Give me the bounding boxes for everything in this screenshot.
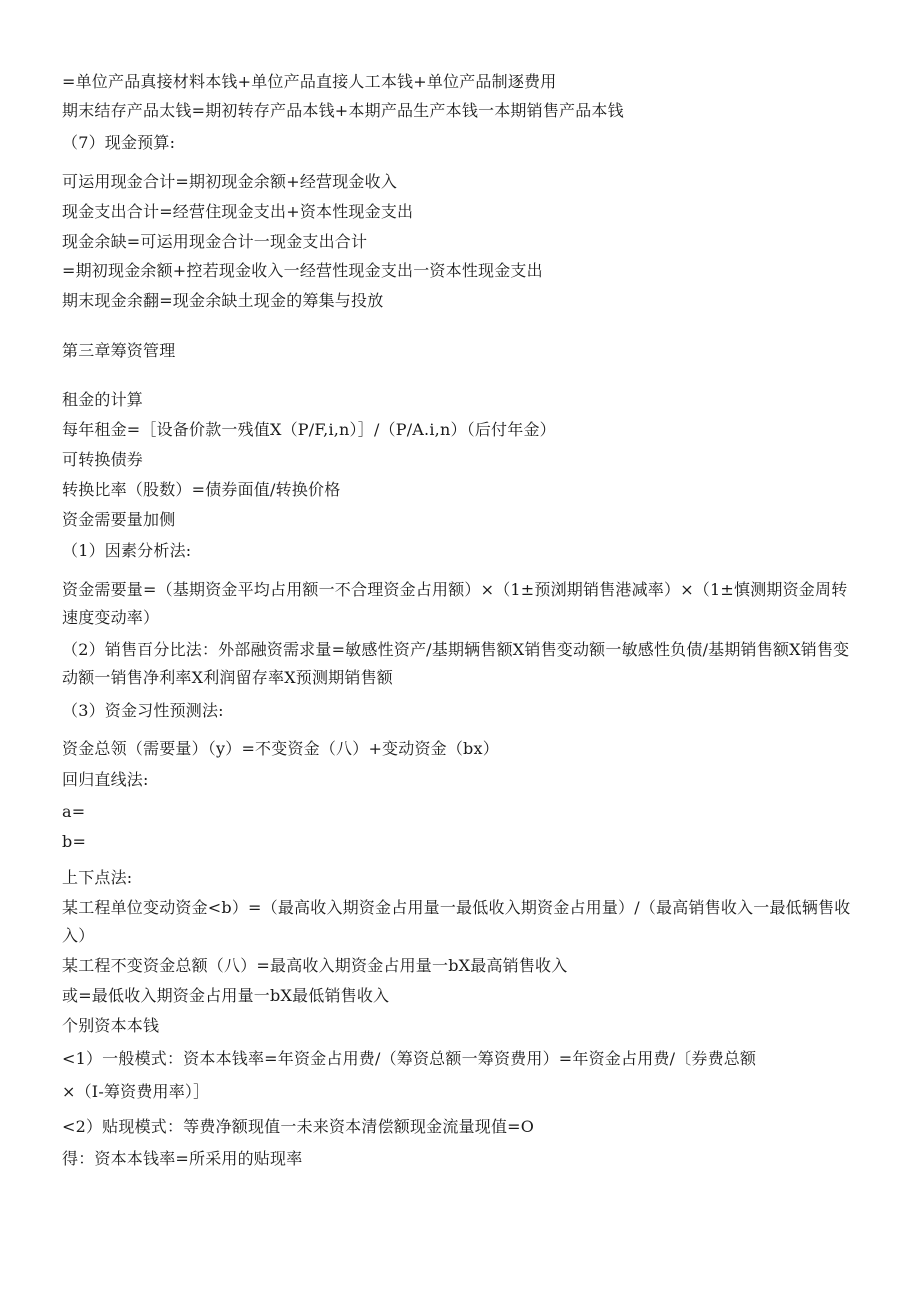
text-paragraph: 资金需要量=（基期资金平均占用额一不合理资金占用额）×（1±预浏期销售港减率）×（1±慎测期资金周转速度变动率） xyxy=(62,580,848,627)
text-line: 租金的计算 xyxy=(62,390,144,409)
text-line: 资金总领（需要量）（y）=不变资金（八）+变动资金（bx） xyxy=(62,739,499,758)
text-line: 某工程不变资金总额（八）=最高收入期资金占用量一bX最高销售收入 xyxy=(62,956,568,975)
text-line: 期末现金余翻=现金余缺土现金的筹集与投放 xyxy=(62,291,384,310)
text-line: 可运用现金合计=期初现金余额+经营现金收入 xyxy=(62,172,398,191)
text-line: 每年租金=［设备价款一残值X（P/F,i,n）］/（P/A.i,n）（后付年金） xyxy=(62,420,556,439)
text-line: ×（I-筹资费用率）］ xyxy=(62,1082,210,1101)
text-line: 现金余缺=可运用现金合计一现金支出合计 xyxy=(62,232,368,251)
text-paragraph: （2）销售百分比法：外部融资需求量=敏感性资产/基期辆售额X销售变动额一敏感性负债/基期销售额X销售变动额一销售净利率X利润留存率X预测期销售额 xyxy=(62,640,850,687)
text-line: （3）资金习性预测法: xyxy=(62,701,224,720)
text-line: 可转换债券 xyxy=(62,450,144,469)
text-line: b= xyxy=(62,832,87,851)
text-paragraph: 某工程单位变动资金<b）=（最高收入期资金占用量一最低收入期资金占用量）/（最高销售收入一最低辆售收入） xyxy=(62,898,851,945)
text-line: 或=最低收入期资金占用量一bX最低销售收入 xyxy=(62,986,390,1005)
text-line: （7）现金预算: xyxy=(62,133,176,152)
text-line: <1）一般模式：资本本钱率=年资金占用费/（筹资总额一筹资费用）=年资金占用费/〔券费总额 xyxy=(62,1049,757,1068)
text-line: 期末结存产品太钱=期初转存产品本钱+本期产品生产本钱一本期销售产品本钱 xyxy=(62,101,624,120)
text-line: =期初现金余额+控若现金收入一经营性现金支出一资本性现金支出 xyxy=(62,261,543,280)
text-line: <2）贴现模式：等费净额现值一未来资本清偿额现金流量现值=O xyxy=(62,1117,535,1136)
text-line: 回归直线法: xyxy=(62,770,149,789)
text-line: a= xyxy=(62,802,86,821)
text-line: 资金需要量加侧 xyxy=(62,510,176,529)
chapter-heading: 第三章筹资管理 xyxy=(62,341,176,360)
text-line: 个别资本本钱 xyxy=(62,1016,160,1035)
text-line: 现金支出合计=经营住现金支出+资本性现金支出 xyxy=(62,202,414,221)
text-line: 得：资本本钱率=所采用的贴现率 xyxy=(62,1149,303,1168)
text-line: 上下点法: xyxy=(62,868,133,887)
text-line: （1）因素分析法: xyxy=(62,541,192,560)
text-line: 转换比率（股数）=债券面值/转换价格 xyxy=(62,480,341,499)
text-line: =单位产品真接材料本钱+单位产品直接人工本钱+单位产品制逐费用 xyxy=(62,72,557,91)
